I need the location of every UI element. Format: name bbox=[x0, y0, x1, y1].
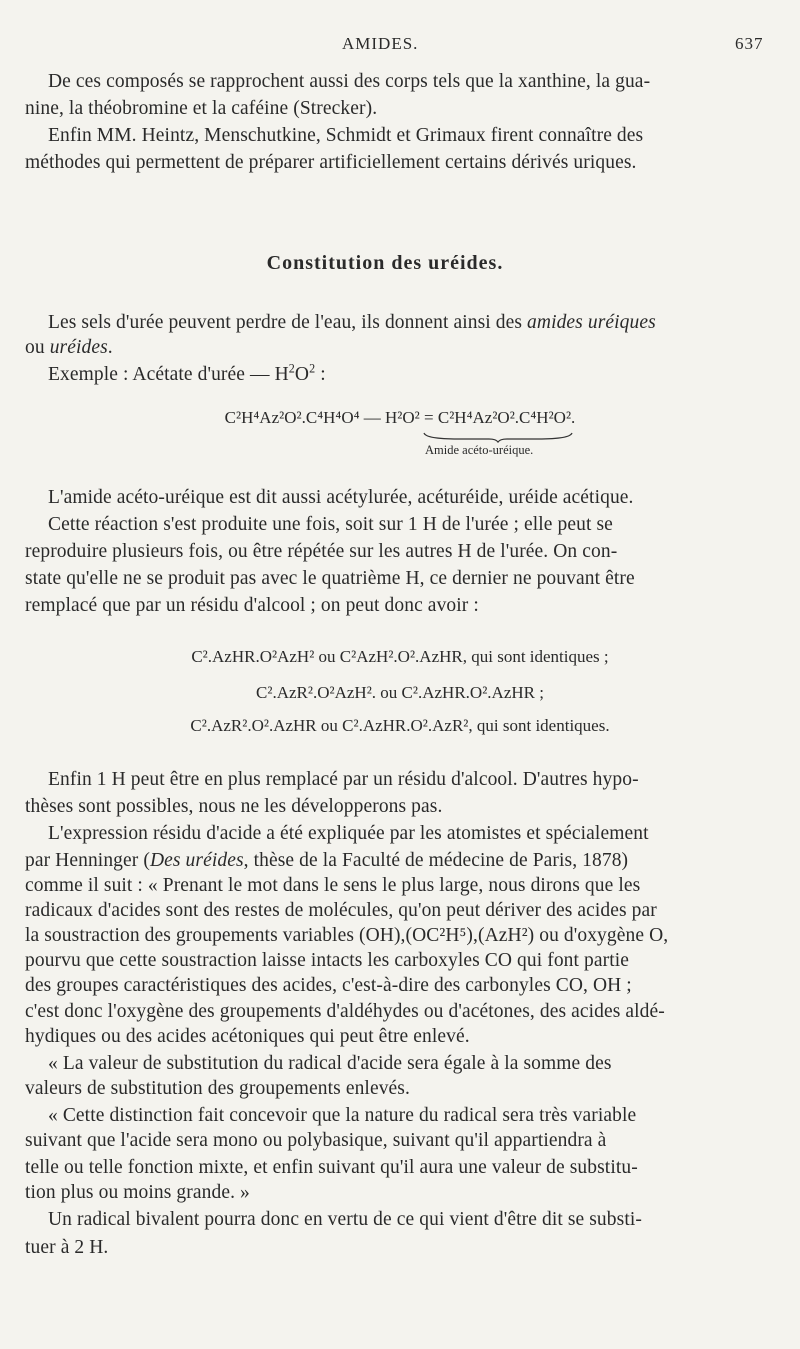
formula-line: C².AzR².O²AzH². ou C².AzHR.O².AzHR ; bbox=[256, 683, 544, 702]
text-line: « La valeur de substitution du radical d'acide sera égale à la somme des bbox=[48, 1053, 612, 1074]
text-line: tuer à 2 H. bbox=[25, 1237, 109, 1258]
text-line: radicaux d'acides sont des restes de molécules, qu'on peut dériver des acides par bbox=[25, 900, 657, 921]
text-line: des groupes caractéristiques des acides, c'est-à-dire des carbonyles CO, OH ; bbox=[25, 975, 632, 996]
italic-term: uréides bbox=[49, 337, 108, 358]
equation-caption: Amide acéto-uréique. bbox=[425, 443, 534, 457]
text-span: . bbox=[107, 337, 113, 358]
underbrace-icon bbox=[423, 431, 573, 443]
text-span: ou bbox=[25, 337, 45, 358]
text-span: : bbox=[315, 364, 326, 385]
text-line: reproduire plusieurs fois, ou être répétée sur les autres H de l'urée. On con- bbox=[25, 541, 618, 562]
text-line bbox=[48, 311, 656, 335]
text-line: Un radical bivalent pourra donc en vertu de ce qui vient d'être dit se substi- bbox=[48, 1209, 642, 1230]
text-line: hydiques ou des acides acétoniques qui peut être enlevé. bbox=[25, 1026, 470, 1047]
text-line: pourvu que cette soustraction laisse intacts les carboxyles CO qui font partie bbox=[25, 950, 630, 971]
text-line: nine, la théobromine et la caféine (Strecker). bbox=[25, 98, 378, 119]
text-line: state qu'elle ne se produit pas avec le quatrième H, ce dernier ne pouvant être bbox=[25, 568, 635, 589]
text-line: remplacé que par un résidu d'alcool ; on peut donc avoir : bbox=[25, 595, 479, 616]
text-span: par Henninger ( bbox=[25, 850, 150, 871]
section-title: Constitution des uréides. bbox=[266, 252, 504, 274]
text-line: « Cette distinction fait concevoir que la nature du radical sera très variable bbox=[48, 1105, 637, 1126]
superscript: 2 bbox=[309, 361, 316, 376]
text-line: comme il suit : « Prenant le mot dans le sens le plus large, nous dirons que les bbox=[25, 875, 641, 896]
italic-term: Des uréides bbox=[149, 850, 244, 871]
superscript: 2 bbox=[288, 361, 295, 376]
text-line bbox=[25, 849, 628, 873]
text-line: Enfin 1 H peut être en plus remplacé par un résidu d'alcool. D'autres hypo- bbox=[48, 769, 639, 790]
text-line: thèses sont possibles, nous ne les développerons pas. bbox=[25, 796, 443, 817]
text-line: suivant que l'acide sera mono ou polybasique, suivant qu'il appartiendra à bbox=[25, 1130, 607, 1151]
page-number: 637 bbox=[735, 34, 764, 53]
text-line: telle ou telle fonction mixte, et enfin suivant qu'il aura une valeur de substitu- bbox=[25, 1157, 638, 1178]
text-line: De ces composés se rapprochent aussi des corps tels que la xanthine, la gua- bbox=[48, 71, 651, 92]
text-line: c'est donc l'oxygène des groupements d'aldéhydes ou d'acétones, des acides aldé- bbox=[25, 1001, 665, 1022]
text-line: la soustraction des groupements variables (OH),(OC²H⁵),(AzH²) ou d'oxygène O, bbox=[25, 925, 669, 946]
text-span: , thèse de la Faculté de médecine de Paris, 1878) bbox=[243, 850, 629, 871]
text-line: tion plus ou moins grande. » bbox=[25, 1182, 250, 1203]
running-title: AMIDES. bbox=[342, 34, 419, 53]
text-line bbox=[25, 336, 113, 360]
text-line: L'expression résidu d'acide a été expliquée par les atomistes et spécialement bbox=[48, 823, 649, 844]
equation: C²H⁴Az²O².C⁴H⁴O⁴ — H²O² = C²H⁴Az²O².C⁴H²O². bbox=[224, 408, 576, 427]
text-line: valeurs de substitution des groupements enlevés. bbox=[25, 1078, 410, 1099]
text-span: O bbox=[294, 364, 310, 385]
formula-line: C².AzR².O².AzHR ou C².AzHR.O².AzR², qui sont identiques. bbox=[190, 716, 610, 735]
italic-term: amides uréiques bbox=[527, 312, 656, 333]
text-line: L'amide acéto-uréique est dit aussi acétylurée, acéturéide, uréide acétique. bbox=[48, 487, 634, 508]
text-span: Les sels d'urée peuvent perdre de l'eau, ils donnent ainsi des bbox=[48, 312, 523, 333]
text-span: Exemple : Acétate d'urée — H bbox=[48, 364, 289, 385]
text-line: Enfin MM. Heintz, Menschutkine, Schmidt et Grimaux firent connaître des bbox=[48, 125, 644, 146]
text-line bbox=[48, 363, 326, 387]
text-line: méthodes qui permettent de préparer artificiellement certains dérivés uriques. bbox=[25, 152, 637, 173]
text-line: Cette réaction s'est produite une fois, soit sur 1 H de l'urée ; elle peut se bbox=[48, 514, 613, 535]
formula-line: C².AzHR.O²AzH² ou C²AzH².O².AzHR, qui sont identiques ; bbox=[191, 647, 609, 666]
